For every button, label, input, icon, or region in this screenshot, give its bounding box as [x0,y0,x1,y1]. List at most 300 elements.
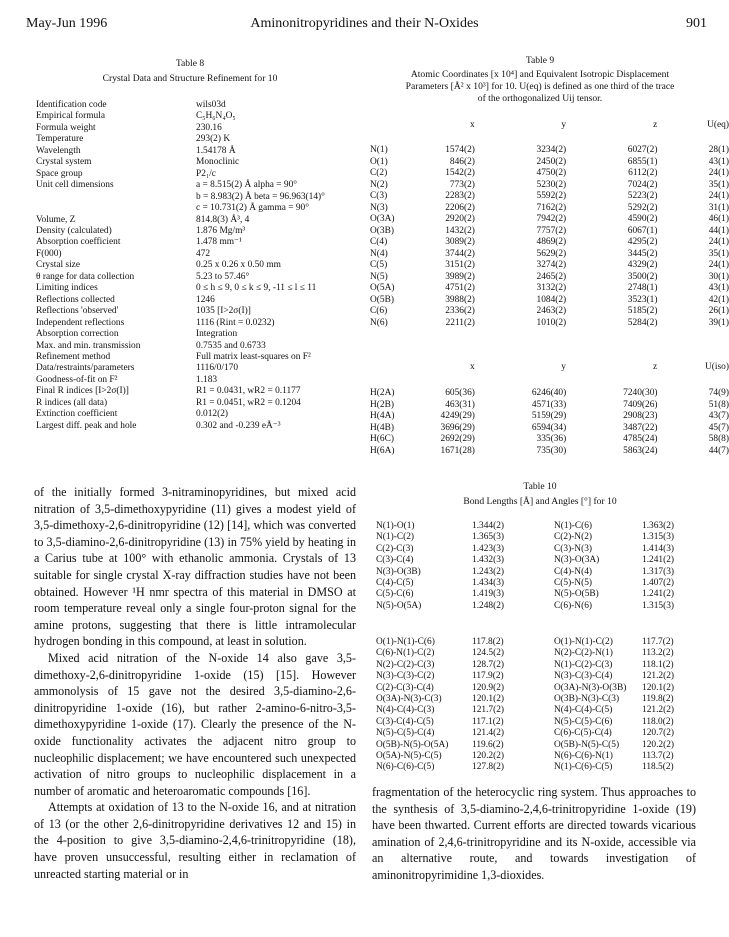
table10-cell: N(1)-C(6)-C(5) [554,762,613,773]
table9-cell: 3151(2) [445,260,475,270]
table9-cell: 4750(2) [536,168,567,178]
table9-cell: 44(1) [708,225,729,236]
table10-row [376,717,682,728]
table9-cell: 1671(28) [440,445,475,456]
table10-row [376,671,682,682]
table10-cell: 1.363(2) [642,521,675,531]
table8-row [36,260,366,271]
table10-cell: 1.414(3) [642,543,675,554]
table9-row [370,191,729,203]
table9-cell: 3744(2) [445,248,475,259]
table9-header-row-hydrogen [370,362,729,374]
table9-cell: 5592(2) [536,191,567,201]
table9-cell: 846(2) [449,156,475,167]
table10-cell: N(6)-C(6)-N(1) [554,751,613,762]
table10-cell: 119.6(2) [472,739,504,750]
table10-cell: C(6)-N(1)-C(2) [376,648,435,659]
table9-column-header: U(iso) [705,362,729,372]
table10-cell: 121.2(2) [642,705,675,716]
table10-cell: 1.434(3) [472,578,505,589]
table8-caption: Crystal Data and Structure Refinement for 10 [102,73,278,84]
table10-cell: 1.432(3) [472,555,505,566]
table10-cell: 117.9(2) [472,671,504,682]
table8-key: Largest diff. peak and hole [36,420,137,431]
table9-cell: 74(9) [708,388,729,398]
table9-cell: 4571(33) [531,399,567,410]
table9-cell: N(4) [370,248,388,259]
table9-cell: 1574(2) [445,145,475,155]
table8-key: Density (calculated) [36,225,112,236]
table9-cell: 2920(2) [445,214,475,224]
table9-cell: 26(1) [708,306,729,316]
table9-cell: 3445(2) [627,248,658,259]
table10-cell: 1.317(3) [642,566,675,577]
table8-value: 1.876 Mg/m³ [196,225,246,236]
table9-row [370,180,729,192]
table8-row [36,375,366,386]
table9-cell: 2748(1) [627,283,658,293]
table8-value: 1.54178 Å [196,145,236,156]
table8-crystal-data [36,100,366,432]
table8-key: Reflections 'observed' [36,306,119,317]
table8-row [36,272,366,283]
table9-row [370,203,729,215]
table9-row [370,283,729,295]
table10-row [376,578,682,589]
table10-cell: 1.315(3) [642,532,675,543]
table8-row [36,192,366,203]
table8-key: Data/restraints/parameters [36,363,135,374]
table9-cell: C(6) [370,306,388,316]
table9-cell: 39(1) [708,317,729,328]
table8-key: Absorption coefficient [36,237,121,248]
table9-row [370,260,729,272]
table9-row [370,400,729,412]
table8-row [36,146,366,157]
table9-cell: 35(1) [708,248,729,259]
table9-cell: O(5A) [370,283,395,293]
table8-row [36,180,366,191]
table10-row [376,728,682,739]
table10-cell: N(1)-C(6) [554,521,593,531]
table10-cell: N(5)-C(5)-C(6) [554,716,613,727]
table9-cell: 2283(2) [445,191,475,201]
table9-cell: 2692(29) [440,434,475,444]
table9-row [370,157,729,169]
table9-cell: H(2B) [370,399,394,410]
table9-row [370,226,729,238]
table10-cell: 118.5(2) [642,762,674,773]
table10-cell: 117.1(2) [472,716,504,727]
table9-cell: 1542(2) [445,168,475,178]
table9-cell: 7757(2) [536,225,567,236]
paragraph-2: Mixed acid nitration of the N-oxide 14 also gave 3,5-dimethoxy-2,6-dinitropyridine 1-oxide (15) [15]. However ammonolysis of 15 gave not the desired 3,5-diamino-2,6-dinitropyridine 1-oxide (16), but rather 2-amino-6-nitro-3,5-dimethoxypyridine 1-oxide (17). Clearly the presence of the N-oxide functionality activates the adjacent nitro group to nucleophilic displacement; we have encountered such unexpected activation of nitro groups to nucleophilic displacement in a number of aromatic and heteroaromatic compounds [16]. [34,650,356,798]
table10-cell: N(1)-O(1) [376,521,415,531]
table9-row [370,272,729,284]
table9-cell: 2206(2) [445,202,475,213]
table8-key: θ range for data collection [36,271,135,282]
table10-cell: O(1)-N(1)-C(2) [554,637,613,647]
table10-bond-angles [376,637,682,774]
table9-cell: 44(7) [708,445,729,456]
table10-cell: 121.4(2) [472,728,505,739]
table9-cell: 735(30) [536,445,567,456]
table9-cell: 4249(29) [440,411,475,421]
table8-value: c = 10.731(2) Å gamma = 90° [196,203,309,214]
table10-row [376,555,682,566]
table8-value: 230.16 [196,122,222,133]
table10-cell: 120.2(2) [472,751,505,762]
table9-row [370,411,729,423]
table10-label: Table 10 [523,481,557,492]
table9-row [370,423,729,435]
table10-cell: N(3)-C(3)-C(2) [376,671,435,682]
table10-row [376,544,682,555]
table10-cell: 113.2(2) [642,648,674,659]
table9-cell: 5284(2) [627,317,658,328]
table9-cell: H(6C) [370,434,394,444]
table10-cell: O(3A)-N(3)-C(3) [376,694,442,705]
paragraph-4: fragmentation of the heterocyclic ring system. Thus approaches to the synthesis of 3,5-diamino-2,4,6-trinitropyridine 1-oxide (19) have been thwarted. Current efforts are directed towards vicarious amination of 2,4,6-trinitropyridine and its N-oxide, accessible via an alternative route, and towards investigation of aminonitropyrimidine 1,3-dioxides. [372,785,696,882]
table10-cell: 1.241(2) [642,589,675,600]
table9-column-header: U(eq) [707,120,729,130]
table8-key: Empirical formula [36,111,105,122]
table10-row [376,705,682,716]
table8-key: Crystal size [36,260,81,271]
table9-cell: 5230(2) [536,179,567,190]
table8-value: 0.302 and -0.239 eÅ⁻³ [196,420,281,431]
table8-key: Unit cell dimensions [36,180,114,191]
table8-key: Space group [36,168,83,179]
table8-value: 1.478 mm⁻¹ [196,237,242,248]
table10-row [376,637,682,648]
table10-cell: O(1)-N(1)-C(6) [376,637,435,647]
table8-row [36,169,366,180]
table9-row [370,145,729,157]
table10-row [376,694,682,705]
table9-cell: 5223(2) [627,191,658,201]
table10-cell: 1.419(3) [472,589,505,600]
table10-cell: 1.241(2) [642,555,675,566]
table8-row [36,421,366,432]
page-number: 901 [686,16,707,31]
table9-cell: 3274(2) [536,260,567,270]
table10-row [376,521,682,532]
table9-cell: 45(7) [708,422,729,433]
table8-key: Crystal system [36,157,92,168]
table9-cell: 7240(30) [623,388,658,398]
table8-value: 0.012(2) [196,409,229,420]
table9-cell: 605(36) [445,388,475,398]
table8-value: 5.23 to 57.46° [196,271,250,282]
table9-column-header: x [470,120,475,130]
table10-bond-lengths [376,521,682,612]
table9-cell: 2211(2) [445,317,475,328]
table9-row [370,168,729,180]
table9-column-header: y [561,120,566,130]
table10-cell: 117.7(2) [642,637,674,647]
table9-cell: 335(36) [536,434,567,444]
table9-cell: 7024(2) [627,179,658,190]
table9-cell: N(5) [370,271,388,282]
table9-cell: 3989(2) [445,271,475,282]
table9-cell: 5863(24) [623,445,658,456]
table9-cell: 4295(2) [627,237,658,247]
table10-cell: 120.1(2) [472,694,505,705]
table8-value: 1116/0/170 [196,363,239,374]
table10-cell: 118.1(2) [642,659,674,670]
table9-cell: 35(1) [708,179,729,190]
table10-cell: N(3)-O(3A) [554,555,600,566]
table9-cell: 2463(2) [536,306,567,316]
table9-cell: C(3) [370,191,388,201]
table9-column-headers [370,120,729,132]
table9-coordinates [370,145,729,329]
table8-value: 472 [196,248,211,259]
table8-key: Wavelength [36,145,81,156]
table8-value: R1 = 0.0451, wR2 = 0.1204 [196,397,301,408]
table9-label: Table 9 [525,55,555,66]
table8-row [36,157,366,168]
table9-cell: C(2) [370,168,388,178]
table9-cell: 3988(2) [445,294,475,305]
table10-row [376,601,682,612]
table8-label: Table 8 [175,58,205,69]
table9-row [370,446,729,458]
table10-cell: 127.8(2) [472,762,505,773]
table8-value: 814.8(3) Å³, 4 [196,214,250,225]
table9-cell: C(4) [370,237,388,247]
table9-caption-line1: Atomic Coordinates [x 10⁴] and Equivalent Isotropic Displacement [410,69,670,80]
table8-value: R1 = 0.0431, wR2 = 0.1177 [196,386,301,397]
table10-cell: O(5B)-N(5)-C(5) [554,739,620,750]
table9-column-header: y [561,362,566,372]
table10-row [376,740,682,751]
table9-row [370,237,729,249]
table9-cell: O(3A) [370,214,395,224]
table9-cell: 43(1) [708,283,729,293]
table9-cell: 6067(1) [627,225,658,236]
table9-cell: O(1) [370,156,388,167]
table8-value: Full matrix least-squares on F² [196,351,311,362]
table10-caption: Bond Lengths [Å] and Angles [°] for 10 [463,496,617,507]
table8-row [36,409,366,420]
table9-cell: 3500(2) [627,271,658,282]
table9-cell: 24(1) [708,260,729,270]
table8-value: 1246 [196,294,215,305]
table9-cell: 6027(2) [627,145,658,155]
table9-cell: 3696(29) [440,422,475,433]
table10-cell: C(5)-C(6) [376,589,414,600]
table9-cell: 24(1) [708,237,729,247]
table9-cell: 5185(2) [627,306,658,316]
table10-cell: N(5)-O(5B) [554,589,599,600]
table9-cell: 773(2) [449,179,475,190]
table9-cell: N(1) [370,145,388,155]
table9-cell: 30(1) [708,271,729,282]
table9-row [370,214,729,226]
table9-cell: 1010(2) [536,317,567,328]
table8-row [36,329,366,340]
table9-cell: 6855(1) [627,156,658,167]
table9-column-header [370,120,411,132]
table8-value: b = 8.983(2) Å beta = 96.963(14)° [196,191,325,202]
table8-key: Formula weight [36,122,96,133]
table9-cell: 4869(2) [536,237,567,247]
table9-cell: 43(1) [708,156,729,167]
table9-cell: O(5B) [370,294,394,305]
table9-row [370,318,729,330]
table8-key: Max. and min. transmission [36,340,141,351]
table10-cell: N(2)-C(2)-N(1) [554,648,613,659]
table9-cell: 3234(2) [536,145,567,155]
table9-cell: 58(8) [708,434,729,444]
table8-row [36,111,366,122]
table9-cell: 7162(2) [536,202,567,213]
table10-cell: 117.8(2) [472,637,504,647]
table8-key: Independent reflections [36,317,125,328]
table10-cell: C(6)-C(5)-C(4) [554,728,612,739]
table10-cell: N(6)-C(6)-C(5) [376,762,435,773]
table10-cell: N(5)-O(5A) [376,600,422,611]
table9-row [370,388,729,400]
table9-cell: O(3B) [370,225,394,236]
table8-row [36,398,366,409]
table8-key: Temperature [36,134,84,145]
table9-row [370,434,729,446]
running-header-left: May-Jun 1996 [26,16,108,31]
table10-cell: 1.365(3) [472,532,505,543]
table8-value: Monoclinic [196,157,240,168]
table9-cell: N(2) [370,179,388,190]
table9-cell: N(3) [370,202,388,213]
table10-cell: C(2)-C(3) [376,543,414,554]
table10-cell: N(1)-C(2)-C(3) [554,659,613,670]
table9-cell: 5629(2) [536,248,567,259]
table8-row [36,386,366,397]
table9-cell: 7942(2) [536,214,567,224]
table9-column-headers [370,362,729,374]
table8-key: Absorption correction [36,329,119,340]
paragraph-1: of the initially formed 3-nitraminopyridines, but mixed acid nitration of 3,5-dimethoxypyridine (11) gives a modest yield of 3,5-dimethoxy-2,6-dinitropyridine (12) [14], which was converted to 3,5-diamino-2,6-dinitropyridine (13) in 75% yield by heating in a Carius tube at 100° with ethanolic ammonia. Crystals of 13 suitable for single crystal X-ray diffraction studies have not been obtained. However ¹H nmr spectra of this material in DMSO at room temperature reveal only a single four-proton signal for the amine protons, suggesting that there is little intramolecular hydrogen bonding in this compound, at least in solution. [34,485,356,649]
table10-cell: 118.0(2) [642,716,674,727]
table8-key: Refinement method [36,351,111,362]
table9-cell: H(4B) [370,422,394,433]
table10-row [376,648,682,659]
table9-row [370,295,729,307]
table9-cell: 4751(2) [445,283,475,293]
table10-cell: 120.7(2) [642,728,675,739]
table9-cell: 6112(2) [628,168,658,178]
table9-cell: 1432(2) [445,225,475,236]
table8-row [36,237,366,248]
table8-key: Volume, Z [36,214,76,225]
table8-value: 1035 [I>2σ(I)] [196,306,251,317]
table9-cell: 2908(23) [623,411,658,421]
table10-cell: N(1)-C(2) [376,532,415,543]
table10-cell: N(4)-C(4)-C(5) [554,705,613,716]
table9-column-header: z [653,120,658,130]
table9-cell: 42(1) [708,294,729,305]
table8-row [36,215,366,226]
table8-key [36,203,196,214]
table8-row [36,363,366,374]
table8-key [36,192,196,203]
table10-cell: C(4)-C(5) [376,578,414,589]
table9-cell: C(5) [370,260,388,270]
table9-hydrogen-coordinates [370,388,729,457]
table8-value: 0 ≤ h ≤ 9, 0 ≤ k ≤ 9, -11 ≤ l ≤ 11 [196,283,317,294]
table8-value: P2₁/c [196,168,216,179]
table9-cell: 5159(29) [531,411,567,421]
table9-row [370,249,729,261]
table8-row [36,283,366,294]
table8-value: 1116 (Rint = 0.0232) [196,317,275,328]
table10-cell: C(6)-N(6) [554,600,593,611]
table10-cell: 119.8(2) [642,694,674,705]
table10-cell: 121.7(2) [472,705,505,716]
table8-value: Integration [196,329,238,340]
table10-cell: C(5)-N(5) [554,578,593,589]
table9-cell: 24(1) [708,168,729,178]
table9-cell: 24(1) [708,191,729,201]
table8-row [36,352,366,363]
table8-row [36,123,366,134]
table9-cell: 3523(1) [627,294,658,305]
paragraph-3: Attempts at oxidation of 13 to the N-oxide 16, and at nitration of 13 (or the other 2,6-dinitropyridine derivatives 12 and 15) in the 4-position to give 3,5-diamino-2,4,6-trinitropyridine (18), have proven unsuccessful, resulting either in reclamation of unreacted starting material or in [34,800,356,881]
table10-row [376,762,682,773]
table8-row [36,341,366,352]
table9-row [370,306,729,318]
table8-value: C₅H₆N₄O₅ [196,111,236,122]
table9-cell: 6594(34) [531,422,567,433]
table10-row [376,683,682,694]
table9-cell: 3487(22) [623,422,658,433]
table10-row [376,660,682,671]
table10-cell: 1.243(2) [472,566,505,577]
table9-cell: 51(8) [708,399,729,410]
table10-cell: C(3)-N(3) [554,543,593,554]
table8-value: wils03d [196,100,226,110]
table9-column-header: x [470,362,475,372]
table9-cell: 1084(2) [536,294,567,305]
table8-value: 1.183 [196,374,218,385]
table10-cell: 1.344(2) [472,521,505,531]
table8-row [36,134,366,145]
table9-cell: 5292(2) [627,202,658,213]
table9-cell: 43(7) [708,411,729,421]
table10-cell: O(5B)-N(5)-O(5A) [376,739,449,750]
table9-header-row [370,120,729,132]
table8-key: Identification code [36,100,107,110]
table9-cell: 3132(2) [536,283,567,293]
table8-row [36,203,366,214]
table10-row [376,567,682,578]
table8-key: Extinction coefficient [36,409,118,420]
table10-cell: C(4)-N(4) [554,566,593,577]
table9-cell: 463(31) [445,399,475,410]
table8-key: Goodness-of-fit on F² [36,374,118,385]
table9-cell: 4590(2) [627,214,658,224]
running-header-title: Aminonitropyridines and their N-Oxides [250,16,479,31]
table8-key: Limiting indices [36,283,98,294]
table9-cell: 2336(2) [445,306,475,316]
body-text-right-column [372,784,696,884]
table10-cell: O(3B)-N(3)-C(3) [554,694,620,705]
table10-cell: 1.407(2) [642,578,675,589]
table9-cell: 6246(40) [531,388,567,398]
table8-key: R indices (all data) [36,397,108,408]
